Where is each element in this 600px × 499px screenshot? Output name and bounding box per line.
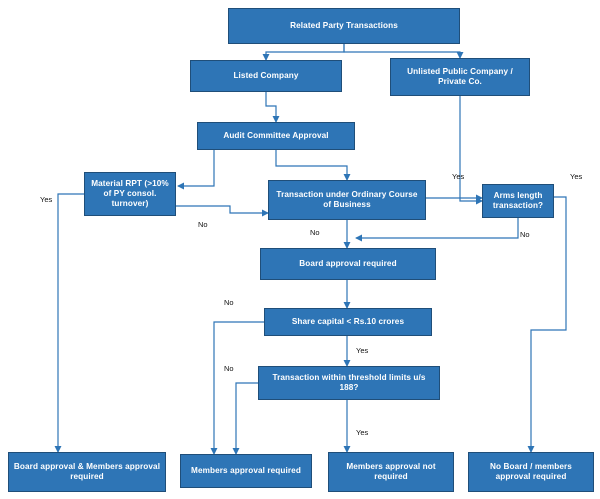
node-unlisted-public-company[interactable]	[390, 58, 530, 96]
edge-label-no-share-capital: No	[224, 298, 234, 307]
node-label: Related Party Transactions	[290, 20, 398, 30]
node-material-rpt[interactable]	[84, 172, 176, 216]
node-audit-committee-approval[interactable]	[197, 122, 355, 150]
node-no-board-members-approval-required[interactable]	[468, 452, 594, 492]
edge-label-no-threshold: No	[224, 364, 234, 373]
node-label: Board approval & Members approval required	[13, 461, 161, 481]
edge-label-no-material: No	[198, 220, 208, 229]
edge-label-no-ordinary: No	[310, 228, 320, 237]
node-label: No Board / members approval required	[490, 461, 572, 481]
node-label: Members approval not required	[346, 461, 436, 481]
edge-label-no-arms-length: No	[520, 230, 530, 239]
node-label: Listed Company	[233, 70, 299, 80]
node-label: Board approval required	[299, 258, 397, 268]
edge-label-yes-material-left: Yes	[40, 195, 53, 204]
node-related-party-transactions[interactable]	[228, 8, 460, 44]
edge-label-yes-ordinary: Yes	[452, 172, 465, 181]
node-label: Members approval required	[191, 465, 301, 475]
node-board-approval-required[interactable]	[260, 248, 436, 280]
node-share-capital-threshold[interactable]	[264, 308, 432, 336]
edge-label-yes-arms-length: Yes	[570, 172, 583, 181]
node-label: Transaction under Ordinary Course of Business	[276, 189, 418, 209]
node-label: Transaction within threshold limits u/s 188?	[272, 372, 426, 392]
node-members-approval-not-required[interactable]	[328, 452, 454, 492]
node-transaction-within-threshold-188[interactable]	[258, 366, 440, 400]
node-label: Audit Committee Approval	[223, 130, 329, 140]
node-board-and-members-approval-required[interactable]	[8, 452, 166, 492]
node-members-approval-required[interactable]	[180, 454, 312, 488]
node-arms-length-transaction[interactable]	[482, 184, 554, 218]
node-label: Material RPT (>10% of PY consol. turnover)	[91, 178, 169, 209]
node-listed-company[interactable]	[190, 60, 342, 92]
edge-label-yes-threshold: Yes	[356, 428, 369, 437]
edge-label-yes-share-capital: Yes	[356, 346, 369, 355]
node-label: Unlisted Public Company / Private Co.	[407, 66, 513, 86]
node-transaction-ordinary-course[interactable]	[268, 180, 426, 220]
node-label: Arms length transaction?	[492, 190, 544, 210]
node-label: Share capital < Rs.10 crores	[291, 316, 405, 326]
